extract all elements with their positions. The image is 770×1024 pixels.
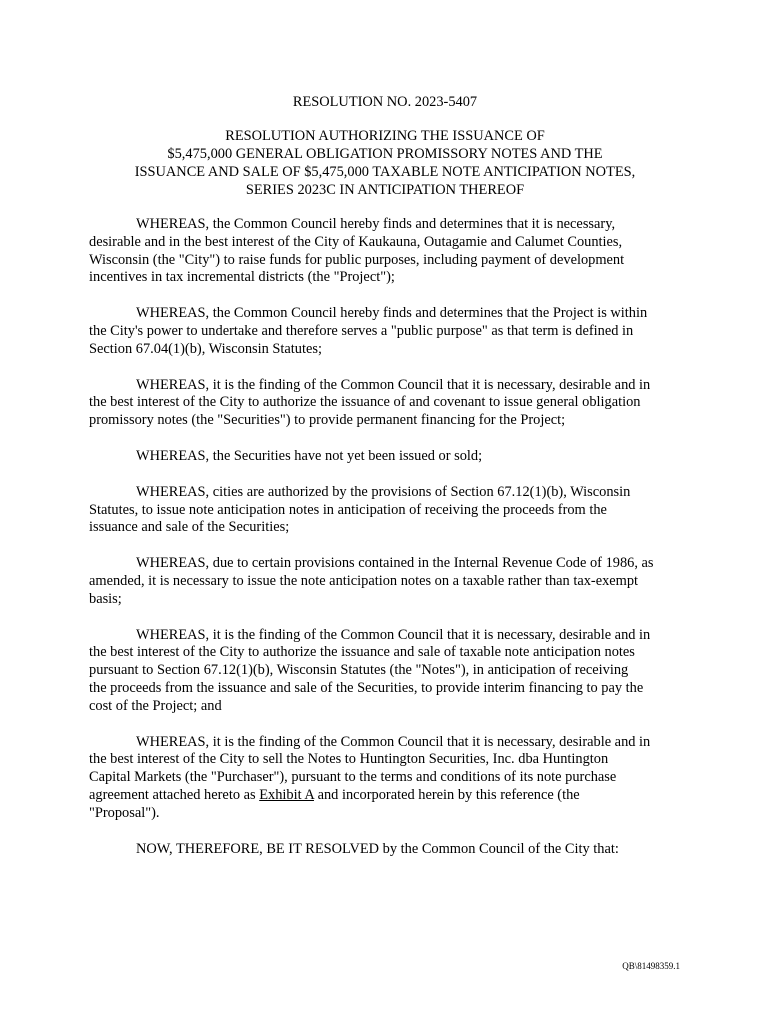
paragraph-line: incentives in tax incremental districts (the "Project");	[89, 269, 395, 286]
paragraph-line: amended, it is necessary to issue the note anticipation notes on a taxable rather than tax-exempt	[89, 572, 639, 589]
heading-line: $5,475,000 GENERAL OBLIGATION PROMISSORY NOTES AND THE	[167, 146, 603, 162]
paragraph-line: Section 67.04(1)(b), Wisconsin Statutes;	[89, 340, 322, 357]
paragraph-line: promissory notes (the "Securities") to provide permanent financing for the Project;	[89, 412, 566, 429]
paragraph-line: WHEREAS, due to certain provisions contained in the Internal Revenue Code of 1986, as	[136, 555, 654, 572]
resolution-heading	[100, 127, 670, 199]
paragraph-line: Wisconsin (the "City") to raise funds for public purposes, including payment of development	[89, 251, 625, 268]
document-reference-number: QB\81498359.1	[622, 961, 680, 971]
paragraph-line: Capital Markets (the "Purchaser"), pursuant to the terms and conditions of its note purchase	[89, 769, 617, 786]
whereas-paragraph-5	[89, 484, 689, 537]
whereas-paragraph-8	[89, 734, 689, 823]
whereas-paragraph-2	[89, 305, 689, 358]
paragraph-line: the City's power to undertake and therefore serves a "public purpose" as that term is defined in	[89, 322, 634, 339]
paragraph-line: WHEREAS, it is the finding of the Common Council that it is necessary, desirable and in	[136, 626, 651, 643]
paragraph-line: the best interest of the City to authorize the issuance of and covenant to issue general obligation	[89, 394, 641, 411]
whereas-paragraph-3	[89, 377, 689, 430]
paragraph-text: agreement attached hereto as	[89, 786, 260, 803]
paragraph-text: and incorporated herein by this reference (the	[313, 786, 580, 803]
paragraph-line: NOW, THEREFORE, BE IT RESOLVED by the Common Council of the City that:	[136, 840, 619, 857]
paragraph-line: WHEREAS, the Securities have not yet been issued or sold;	[136, 447, 483, 464]
whereas-paragraph-6	[89, 555, 689, 608]
paragraph-line: basis;	[89, 590, 122, 607]
paragraph-line: pursuant to Section 67.12(1)(b), Wisconsin Statutes (the "Notes"), in anticipation of receiving	[89, 662, 629, 679]
heading-line: ISSUANCE AND SALE OF $5,475,000 TAXABLE NOTE ANTICIPATION NOTES,	[134, 164, 636, 180]
paragraph-line: WHEREAS, it is the finding of the Common Council that it is necessary, desirable and in	[136, 733, 651, 750]
document-body	[89, 216, 689, 876]
paragraph-line: issuance and sale of the Securities;	[89, 519, 290, 536]
paragraph-line: WHEREAS, it is the finding of the Common Council that it is necessary, desirable and in	[136, 376, 651, 393]
paragraph-line: the proceeds from the issuance and sale of the Securities, to provide interim financing to pay the	[89, 679, 644, 696]
heading-line: SERIES 2023C IN ANTICIPATION THEREOF	[245, 182, 525, 198]
exhibit-a-link[interactable]: Exhibit A	[259, 786, 314, 803]
heading-line: RESOLUTION AUTHORIZING THE ISSUANCE OF	[225, 128, 545, 144]
paragraph-line: "Proposal").	[89, 804, 160, 821]
whereas-paragraph-4	[89, 448, 689, 466]
paragraph-line: desirable and in the best interest of the City of Kaukauna, Outagamie and Calumet Counties,	[89, 233, 623, 250]
paragraph-line: cost of the Project; and	[89, 697, 222, 714]
paragraph-line-with-link	[89, 787, 689, 805]
paragraph-line: the best interest of the City to authorize the issuance and sale of taxable note anticipation notes	[89, 644, 635, 661]
paragraph-line: WHEREAS, cities are authorized by the provisions of Section 67.12(1)(b), Wisconsin	[136, 483, 631, 500]
paragraph-line: WHEREAS, the Common Council hereby finds and determines that the Project is within	[136, 305, 648, 322]
resolved-paragraph	[89, 841, 689, 859]
paragraph-line: the best interest of the City to sell the Notes to Huntington Securities, Inc. dba Huntington	[89, 751, 609, 768]
paragraph-line: Statutes, to issue note anticipation notes in anticipation of receiving the proceeds from the	[89, 501, 607, 518]
whereas-paragraph-1	[89, 216, 689, 287]
whereas-paragraph-7	[89, 627, 689, 716]
resolution-number: RESOLUTION NO. 2023-5407	[292, 94, 478, 110]
paragraph-line: WHEREAS, the Common Council hereby finds and determines that it is necessary,	[136, 216, 616, 232]
